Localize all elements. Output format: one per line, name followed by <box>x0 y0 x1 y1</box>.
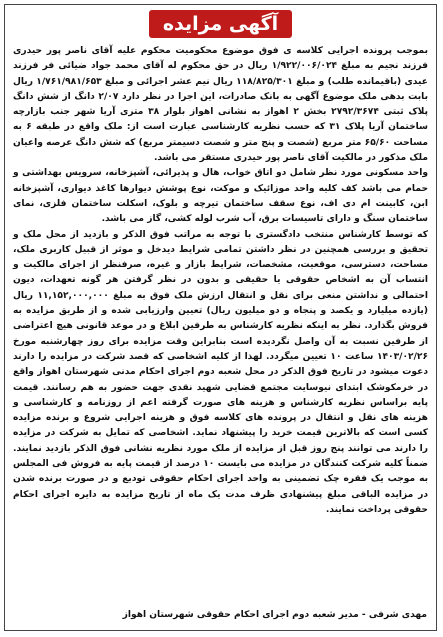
auction-notice <box>4 4 437 631</box>
paragraph-property: بموجب پرونده اجرایی کلاسه ی فوق موضوع محکومیت محکوم علیه آقای ناصر پور حیدری فرزند نجیم به مبلغ ۱/۹۲۲/۰۰۶/۰۲۴ ریال در حق محکوم له آقای محمد جواد ضیائی فر فرزند عیدی (باقیمانده طلب) و مبلغ ۱۱۸/۸۲۵/۳۰۱ ریال نیم عشر اجرائی و مبلغ ۱/۷۶۱/۹۸۱/۶۵۳ ریال بابت بدهی ملک موضوع آگهی به بانک صادرات، این اجرا در نظر دارد ۲/۰۷ دانگ از شش دانگ پلاک ثبتی ۲۷۹۲/۳۶۷۴ بخش ۲ اهواز به نشانی اهواز بلوار ۳۸ متری آریا شهر جنب بازارچه ساختمان آریا پلاک ۳۱ که حسب نظریه کارشناسی عبارت است از: ملک واقع در طبقه ۶ به مساحت ۶۵/۶۰ متر مربع (شصت و پنج متر و شصت دسیمتر مربع) که شش دانگ عرصه واعیان ملک مذکور در مالکیت آقای ناصر پور حیدری مستقر می باشد. <box>13 46 429 164</box>
paragraph-terms: که توسط کارشناس منتخب دادگستری با توجه به مراتب فوق الذکر و بازدید از محل ملک و تحقیق و بررسی همچنین در نظر داشتن تمامی شرایط دیدخل و موثر از قبیل کاربری ملک، مساحت، دسترسی، موقعیت، مشخصات، شرایط بازار و غیره، صرفنظر از اجرای مالکیت و انتساب آن به اشخاص حقوقی یا حقیقی و بدون در نظر گرفتن هر گونه تعهدات، دیون احتمالی و نداشتن منعی برای نقل و انتقال ارزش ملک فوق به مبلغ ۱۱,۱۵۲,۰۰۰,۰۰۰ ریال (یازده میلیارد و یکصد و پنجاه و دو میلیون ریال) تعیین وارزیابی شده و از طریق مزایده به فروش بگذارد. نظر به اینکه نظریه کارشناس به طرفین ابلاغ و در موعد قانونی هیچ اعتراضی از طرفین نسبت به آن واصل نگردیده است بنابراین وقت مزایده برای روز چهارشنبه مورخ ۱۴۰۳/۰۲/۲۶ ساعت ۱۰ تعیین میگردد. لهذا از کلیه اشخاصی که قصد شرکت در مزایده را دارند دعوت میشود در تاریخ فوق الذکر در محل شعبه دوم اجرای احکام مدنی شهرستان اهواز واقع در خرمکوشک ابتدای نیوسایت مجتمع قضایی شهید نقدی جهت حضور به هم رسانند. قیمت پایه براساس نظریه کارشناس و هزینه های صورت گرفته اعم از روزنامه و کارشناسی و هزینه های نقل و انتقال در پرونده های کلاسه فوق و هزینه اجرایی شروع و برنده مزایده کسی است که بالاترین قیمت خرید را پیشنهاد نماید. اشخاصی که تمایل به شرکت در مزایده را دارند می توانند پنج روز قبل از مزایده از ملک مورد نظریه نشانی فوق الذکر بازدید نمایند. ضمناً کلیه شرکت کنندگان در مزایده می بایست ۱۰ درصد از قیمت پایه به فروش فی المجلس به موجب یک فقره چک تضمینی به واحد اجرای احکام حقوقی تودیع و در صورت برنده شدن در مزایده الباقی مبلغ پیشنهادی ظرف مدت یک ماه از تاریخ مزایده به دایره اجرای احکام حقوقی پرداخت نمایند. <box>13 229 428 515</box>
signature-line: مهدی شرفی - مدیر شعبه دوم اجرای احکام حقوقی شهرستان اهواز <box>122 610 427 620</box>
title-bar <box>5 10 436 42</box>
notice-title: آگهی مزایده <box>149 10 292 38</box>
notice-body <box>5 42 436 518</box>
paragraph-description: واحد مسکونی مورد نظر شامل دو اتاق خواب، هال و پذیرائی، آشپزخانه، سرویس بهداشتی و حمام می باشد کف کلیه واحد موزائیک و موکت، نوع پوشش دیوارها کاغذ دیواری، آشپزخانه ابن، کابینت ام دی اف، نوع سقف ساختمان تیرچه و بلوک، اسکلت ساختمان فلزی، نمای ساختمان سنگ و دارای تاسیسات برق، آب شرب لوله کشی، گاز می باشد. <box>13 168 428 225</box>
